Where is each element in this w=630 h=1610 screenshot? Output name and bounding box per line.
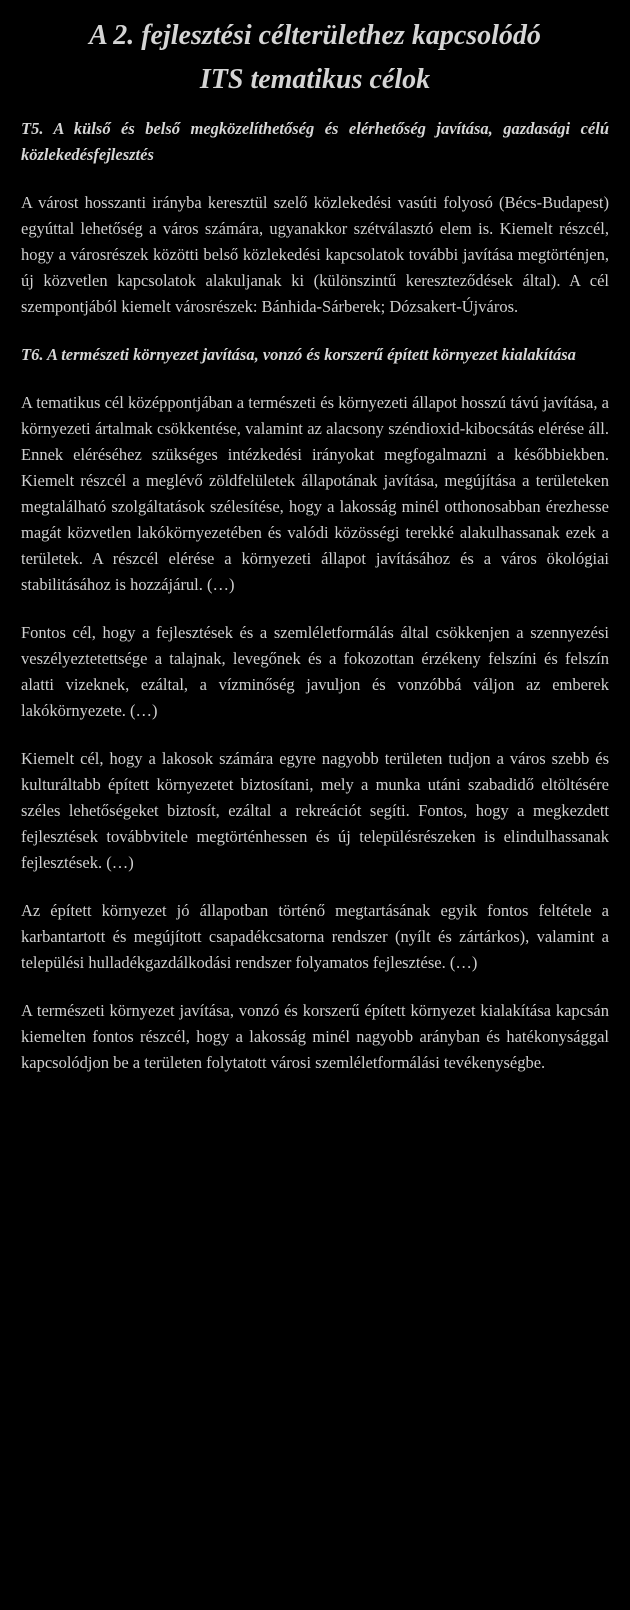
section-t5-heading (21, 116, 609, 168)
section-t5-code: T5. (21, 119, 44, 138)
section-t6-heading (21, 342, 609, 368)
section-t5-heading-text: A külső és belső megközelíthetőség és elérhetőség javítása, gazdasági célú közlekedésfejlesztés (21, 119, 609, 164)
section-t6 (21, 342, 609, 1076)
section-t6-paragraph-4: Az épített környezet jó állapotban történő megtartásának egyik fontos feltétele a karbantartott és megújított csapadékcsatorna rendszer (nyílt és zártárkos), valamint a települési hulladékgazdálkodási rendszer folyamatos fejlesztése. (…) (21, 901, 609, 972)
section-t6-paragraph-3: Kiemelt cél, hogy a lakosok számára egyre nagyobb területen tudjon a város szebb és kulturáltabb épített környezetet biztosítani, mely a munka utáni szabadidő eltöltésére széles lehetőségeket biztosít, ezáltal a rekreációt segíti. Fontos, hogy a megkezdett fejlesztések továbbvitele megtörténhessen és új településrészeken is elindulhassanak fejlesztések. (…) (21, 749, 609, 872)
section-t6-heading-text: A természeti környezet javítása, vonzó és korszerű épített környezet kialakítása (46, 345, 576, 364)
section-t6-paragraph-5: A természeti környezet javítása, vonzó és korszerű épített környezet kialakítása kapcsán kiemelten fontos részcél, hogy a lakosság minél nagyobb arányban és hatékonysággal kapcsolódjon be a területen folytatott városi szemléletformálási tevékenységbe. (21, 1001, 609, 1072)
section-t6-code: T6. (21, 345, 44, 364)
page-title-line-2: ITS tematikus célok (199, 64, 431, 95)
section-t6-paragraph-1: A tematikus cél középpontjában a természeti és környezeti állapot hosszú távú javítása, a környezeti ártalmak csökkentése, valamint az alacsony széndioxid-kibocsátás elérése áll. Ennek eléréséhez szükséges intézkedési irányokat megfogalmazni a későbbiekben. Kiemelt részcél a meglévő zöldfelületek állapotának javítása, megújítása a területeken megtalálható szolgáltatások szélesítése, hogy a lakosság minél otthonosabban érezhesse magát közvetlen lakókörnyezetében és valódi közösségi terekké alakulhassanak ezek a területek. A részcél elérése a környezeti állapot javításához és a város ökológiai stabilitásához is hozzájárul. (…) (21, 393, 609, 594)
section-t6-paragraph-2: Fontos cél, hogy a fejlesztések és a szemléletformálás által csökkenjen a szennyezési veszélyeztetettsége a talajnak, levegőnek és a fokozottan érzékeny felszíni és felszín alatti vizeknek, ezáltal, a vízminőség javuljon és vonzóbbá váljon az emberek lakókörnyezete. (…) (21, 623, 609, 720)
page-title (21, 14, 609, 102)
page-title-line-1: A 2. fejlesztési célterülethez kapcsolódó (89, 20, 541, 51)
section-t5-paragraph-1: A várost hosszanti irányba keresztül szelő közlekedési vasúti folyosó (Bécs-Budapest) egyúttal lehetőség a város számára, ugyanakkor szétválasztó elem is. Kiemelt részcél, hogy a városrészek közötti belső közlekedési kapcsolatok további javítása megtörténjen, új közvetlen kapcsolatok alakuljanak ki (különszintű kereszteződések által). A cél szempontjából kiemelt városrészek: Bánhida-Sárberek; Dózsakert-Újváros. (21, 193, 609, 316)
section-t5 (21, 116, 609, 320)
